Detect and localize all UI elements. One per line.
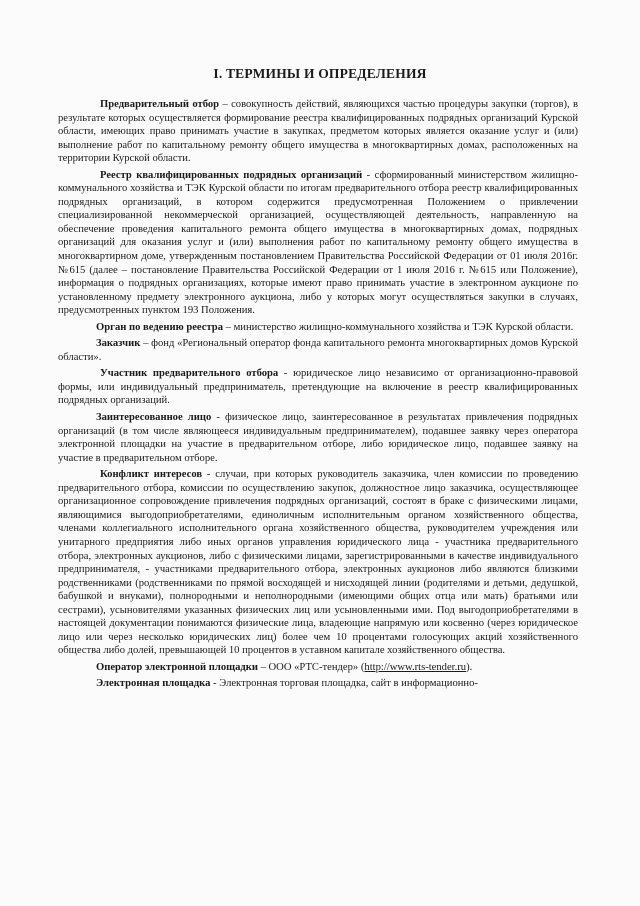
definition-separator: - [211, 412, 226, 424]
operator-paragraph [58, 661, 578, 675]
definition-separator: – [223, 321, 234, 333]
definition-text: фонд «Региональный оператор фонда капитального ремонта многоквартирных домов Курской области». [58, 338, 579, 363]
definition-paragraph [58, 337, 578, 364]
definition-term: Конфликт интересов [100, 469, 203, 481]
definition-paragraph [58, 468, 578, 658]
definition-paragraph [58, 98, 578, 166]
definition-term: Орган по ведению реестра [96, 321, 223, 333]
operator-text: – ООО «РТС-тендер» ( [257, 661, 365, 673]
definition-paragraph [58, 321, 578, 335]
section-title: I. ТЕРМИНЫ И ОПРЕДЕЛЕНИЯ [213, 66, 427, 81]
definition-separator: – [219, 99, 232, 110]
definition-text: сформированный министерством жилищно-коммунального хозяйства и ТЭК Курской области по итогам предварительного отбора реестр квалифицированных подрядных организаций, в котором содержится предусмотренная Положением о привлечении специализированной некоммерческой организацией, осуществляющей деятельность, направленную на обеспечение проведения капитального ремонта общего имущества в многоквартирных домах, подрядных организаций для оказания услуг и (или) выполнения работ по капитальному ремонту общего имущества в многоквартирном доме, утвержденным постановлением Правительства Российской Федерации от 01 июля 2016г. №615 (далее – постановление Правительства Российской Федерации от 1 июля 2016 г. №615 или Положение), информация о подрядных организациях, которые имеют право принимать участие в электронном аукционе по установленному предмету электронного аукциона, либо у которых могут осуществляться закупки в случаях, предусмотренных пунктом 193 Положения. [58, 169, 579, 317]
definition-term: Участник предварительного отбора [100, 368, 279, 380]
definition-paragraph [58, 367, 578, 408]
platform-term: Электронная площадка [96, 678, 211, 690]
definition-text: случаи, при которых руководитель заказчика, член комиссии по проведению предварительного отбора, комиссии по осуществлению закупок, должностное лицо заказчика, осуществляющее организационное сопровождение привлечения подрядных организаций, состоят в браке с физическими лицами, являющимися выгодоприобретателями, единоличным исполнительным органом хозяйственного общества, членами коллегиального исполнительного органа хозяйственного общества, руководителем учреждения или унитарного предприятия либо иных органов управления юридического лица - участника предварительного отбора, электронных аукционов, либо с физическими лицами, зарегистрированными в качестве индивидуального предпринимателя, - участниками предварительного отбора, электронных аукционов либо являются близкими родственниками (родственниками по прямой восходящей и нисходящей линии (родителями и детьми, дедушкой, бабушкой и внуками), полнородными и неполнородными (имеющими общих отца или мать) братьями или сестрами), усыновителями указанных физических лиц или усыновленными ими. Под выгодоприобретателями в настоящей документации понимаются физические лица, владеющие напрямую или косвенно (через юридическое лицо или через несколько юридических лиц) более чем 10 процентами голосующих акций хозяйственного общества либо долей, превышающей 10 процентов в уставном капитале хозяйственного общества. [58, 469, 579, 657]
definitions-body [58, 98, 578, 694]
definition-text: министерство жилищно-коммунального хозяйства и ТЭК Курской области. [233, 321, 574, 333]
definition-term: Заинтересованное лицо [96, 412, 212, 424]
platform-paragraph [58, 677, 578, 691]
definition-separator: - [202, 469, 216, 481]
operator-term: Оператор электронной площадки [96, 661, 258, 673]
definition-separator: – [140, 338, 152, 350]
definition-paragraph [58, 411, 578, 465]
definition-term: Заказчик [96, 338, 141, 350]
definition-separator: - [362, 169, 375, 181]
definition-text: юридическое лицо независимо от организационно-правовой формы, или индивидуальный предприниматель, претендующие на включение в реестр квалифицированных подрядных организаций. [58, 368, 578, 407]
definition-text: совокупность действий, являющихся частью процедуры закупки (торгов), в результате которых осуществляется формирование реестра квалифицированных подрядных организаций Курской области, имеющих право принимать участие в закупках, предметом которых является оказание услуг и (или) выполнение работ по капитальному ремонту общего имущества в многоквартирных домах, расположенных на территории Курской области. [58, 99, 578, 165]
definition-text: физическое лицо, заинтересованное в результатах привлечения подрядных организаций (в том числе являющееся индивидуальным предпринимателем), подавшее заявку через оператора электронной площадки на участие в предварительном отборе, либо юридическое лицо, подавшее заявку на участие в предварительном отборе. [58, 412, 578, 464]
operator-tail: ). [466, 661, 473, 673]
operator-link[interactable]: http://www.rts-tender.ru [364, 661, 467, 673]
definition-term: Реестр квалифицированных подрядных организаций [100, 169, 363, 181]
definition-separator: - [278, 368, 294, 380]
definition-paragraph [58, 169, 578, 318]
definition-term: Предварительный отбор [100, 99, 220, 110]
platform-text: - Электронная торговая площадка, сайт в информационно- [210, 678, 478, 690]
